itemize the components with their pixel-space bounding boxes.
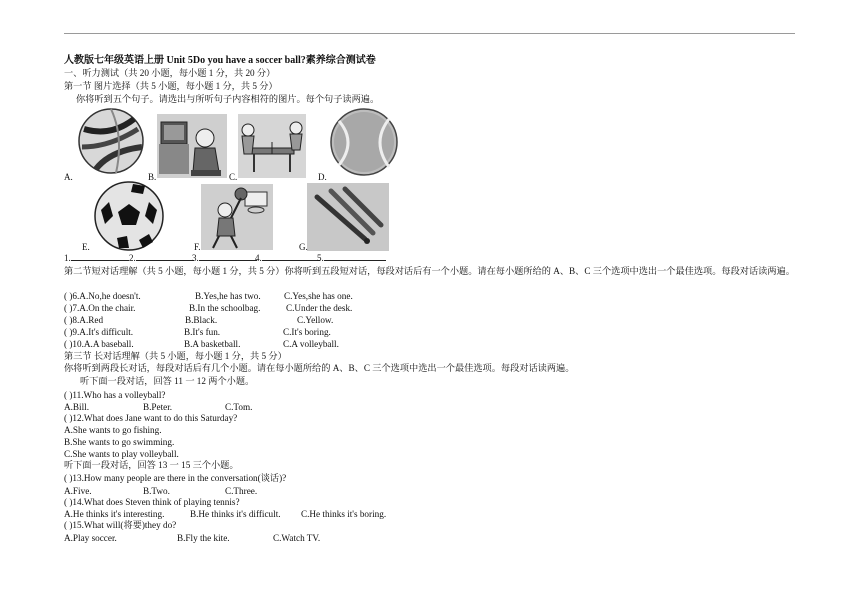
answer-blank-3[interactable]: 3. <box>192 252 257 263</box>
question-8-option-a[interactable]: ( )8.A.Red <box>64 315 104 325</box>
picture-label-c: C. <box>229 172 238 182</box>
question-15-option-b[interactable]: B.Fly the kite. <box>177 533 230 543</box>
question-13-stem: ( )13.How many people are there in the conversation(谈话)? <box>64 473 287 483</box>
question-10-option-b[interactable]: B.A basketball. <box>184 339 241 349</box>
part2-heading: 第二节短对话理解（共 5 小题，每小题 1 分，共 5 分）你将听到五段短对话，每段对话后有一个小题。请在每小题所给的 A、B、C 三个选项中选出一个最佳选项。每段对话读两遍。 <box>64 266 795 276</box>
part3-instruction: 你将听到两段长对话，每段对话后有几个小题。请在每小题所给的 A、B、C 三个选项中选出一个最佳选项。每段对话读两遍。 <box>64 363 575 373</box>
dialogue-2-intro: 听下面一段对话，回答 13 一 15 三个小题。 <box>64 460 239 470</box>
question-14-option-c[interactable]: C.He thinks it's boring. <box>301 509 387 519</box>
boy-watching-tv-image <box>157 114 227 178</box>
baseball-bats-image <box>307 183 389 251</box>
question-6-option-a[interactable]: ( )6.A.No,he doesn't. <box>64 291 141 301</box>
question-7-option-c[interactable]: C.Under the desk. <box>286 303 353 313</box>
question-7-option-a[interactable]: ( )7.A.On the chair. <box>64 303 136 313</box>
question-12-option-b[interactable]: B.She wants to go swimming. <box>64 437 175 447</box>
question-9-option-b[interactable]: B.It's fun. <box>184 327 221 337</box>
soccer-ball-image <box>93 180 165 252</box>
question-14-stem: ( )14.What does Steven think of playing tennis? <box>64 497 240 507</box>
question-11-option-c[interactable]: C.Tom. <box>225 402 253 412</box>
question-8-option-c[interactable]: C.Yellow. <box>297 315 334 325</box>
question-9-option-c[interactable]: C.It's boring. <box>283 327 331 337</box>
tennis-ball-image <box>327 107 401 177</box>
page-title: 人教版七年级英语上册 Unit 5Do you have a soccer ball?素养综合测试卷 <box>64 55 376 66</box>
question-14-option-b[interactable]: B.He thinks it's difficult. <box>190 509 281 519</box>
question-11-option-b[interactable]: B.Peter. <box>143 402 173 412</box>
question-15-stem: ( )15.What will(将要)they do? <box>64 520 177 530</box>
volleyball-image <box>76 107 146 175</box>
answer-blank-5[interactable]: 5. <box>317 252 386 263</box>
question-12-option-a[interactable]: A.She wants to go fishing. <box>64 425 162 435</box>
answer-blank-1[interactable]: 1. <box>64 252 129 263</box>
question-9-option-a[interactable]: ( )9.A.It's difficult. <box>64 327 134 337</box>
question-6-option-c[interactable]: C.Yes,she has one. <box>284 291 353 301</box>
ping-pong-players-image <box>238 114 306 178</box>
question-15-option-a[interactable]: A.Play soccer. <box>64 533 117 543</box>
part1-heading: 第一节 图片选择（共 5 小题，每小题 1 分，共 5 分） <box>64 81 278 91</box>
question-10-option-c[interactable]: C.A volleyball. <box>283 339 339 349</box>
question-12-stem: ( )12.What does Jane want to do this Saturday? <box>64 413 238 423</box>
question-11-stem: ( )11.Who has a volleyball? <box>64 390 166 400</box>
picture-label-f: F. <box>194 242 201 252</box>
part1-instruction: 你将听到五个句子。请选出与所听句子内容相符的图片。每个句子读两遍。 <box>76 94 380 104</box>
dialogue-1-intro: 听下面一段对话，回答 11 一 12 两个小题。 <box>80 376 255 386</box>
top-rule <box>64 33 795 34</box>
picture-label-d: D. <box>318 172 327 182</box>
question-6-option-b[interactable]: B.Yes,he has two. <box>195 291 261 301</box>
question-13-option-c[interactable]: C.Three. <box>225 486 258 496</box>
picture-label-g: G. <box>299 242 308 252</box>
question-11-option-a[interactable]: A.Bill. <box>64 402 90 412</box>
answer-blank-2[interactable]: 2. <box>129 252 194 263</box>
picture-label-e: E. <box>82 242 90 252</box>
picture-label-a: A. <box>64 172 73 182</box>
question-13-option-b[interactable]: B.Two. <box>143 486 170 496</box>
answer-blank-4[interactable]: 4. <box>255 252 320 263</box>
question-14-option-a[interactable]: A.He thinks it's interesting. <box>64 509 165 519</box>
question-15-option-c[interactable]: C.Watch TV. <box>273 533 321 543</box>
question-12-option-c[interactable]: C.She wants to play volleyball. <box>64 449 179 459</box>
question-10-option-a[interactable]: ( )10.A.A baseball. <box>64 339 134 349</box>
picture-label-b: B. <box>148 172 157 182</box>
question-13-option-a[interactable]: A.Five. <box>64 486 92 496</box>
question-8-option-b[interactable]: B.Black. <box>185 315 218 325</box>
question-7-option-b[interactable]: B.In the schoolbag. <box>189 303 261 313</box>
section-heading: 一、听力测试（共 20 小题，每小题 1 分，共 20 分） <box>64 68 276 78</box>
part3-heading: 第三节 长对话理解（共 5 小题，每小题 1 分，共 5 分） <box>64 351 287 361</box>
basketball-player-image <box>201 184 273 250</box>
